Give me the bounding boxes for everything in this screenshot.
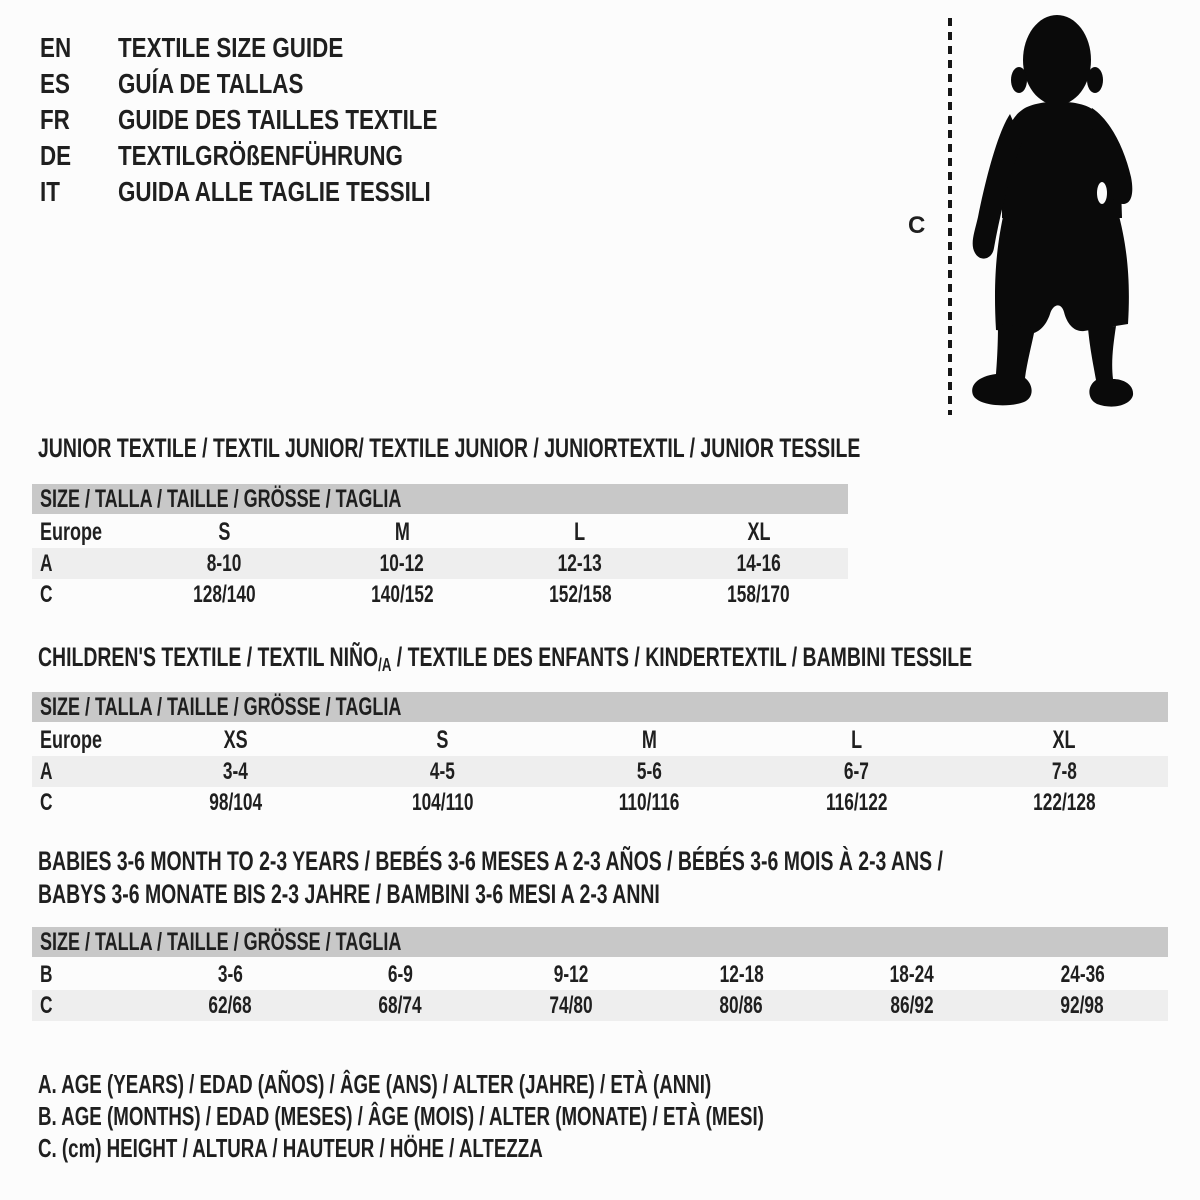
header-row [32, 516, 848, 548]
size-banner: SIZE / TALLA / TAILLE / GRÖSSE / TAGLIA [32, 692, 1168, 722]
value-cell: 122/128 [1032, 788, 1096, 816]
header-row [32, 724, 1168, 756]
value-cell: 6-9 [388, 960, 413, 988]
region-cell: Europe [40, 517, 103, 546]
guide-title: TEXTILE SIZE GUIDE [118, 32, 344, 63]
value-cell: 68/74 [378, 991, 423, 1019]
value-cell: 14-16 [736, 549, 781, 577]
language-row-en [40, 30, 517, 66]
language-code: DE [40, 140, 72, 171]
children-section-title: CHILDREN'S TEXTILE / TEXTIL $NIÑO_{/A}$ / TEXTILE DES ENFANTS / KINDERTEXTIL / BAMBINI TESSILE [38, 642, 973, 675]
size-cell: S [217, 517, 231, 546]
value-cell: 9-12 [553, 960, 589, 988]
height-cm-row [32, 579, 848, 610]
row-label: A [40, 757, 53, 785]
value-cell: 86/92 [890, 991, 934, 1019]
babies-table [32, 927, 1168, 1021]
language-title-block [40, 30, 517, 210]
size-cell: S [436, 725, 449, 754]
height-measure-label: C [908, 212, 926, 239]
size-cell: M [394, 517, 410, 546]
legend-age-years: A. AGE (YEARS) / EDAD (AÑOS) / ÂGE (ANS) / ALTER (JAHRE) / ETÀ (ANNI) [38, 1069, 712, 1099]
row-label: C [40, 991, 53, 1019]
measure-legend [38, 1068, 1046, 1164]
value-cell: 5-6 [637, 757, 662, 785]
value-cell: 12-13 [557, 549, 603, 577]
height-dashed-line [948, 18, 952, 415]
value-cell: 7-8 [1051, 757, 1077, 785]
row-label: C [40, 788, 53, 816]
value-cell: 62/68 [208, 991, 252, 1019]
row-label: A [40, 549, 53, 577]
value-cell: 3-4 [223, 757, 248, 785]
size-banner: SIZE / TALLA / TAILLE / GRÖSSE / TAGLIA [32, 484, 848, 514]
value-cell: 18-24 [889, 960, 935, 988]
value-cell: 158/170 [727, 580, 790, 608]
legend-height-cm: C. (cm) HEIGHT / ALTURA / HAUTEUR / HÖHE / ALTEZZA [38, 1133, 543, 1163]
size-cell: XS [223, 725, 248, 754]
value-cell: 128/140 [192, 580, 256, 608]
value-cell: 152/158 [548, 580, 612, 608]
value-cell: 12-18 [719, 960, 764, 988]
value-cell: 6-7 [844, 757, 869, 785]
value-cell: 10-12 [379, 549, 425, 577]
value-cell: 74/80 [549, 991, 593, 1019]
value-cell: 8-10 [206, 549, 242, 577]
size-cell: XL [1052, 725, 1076, 754]
language-row-fr [40, 102, 517, 138]
value-cell: 140/152 [370, 580, 434, 608]
nino-a-subscript: /A [378, 654, 392, 675]
language-code: IT [40, 176, 60, 207]
size-banner: SIZE / TALLA / TAILLE / GRÖSSE / TAGLIA [32, 927, 1168, 957]
babies-section-title: BABIES 3-6 MONTH TO 2-3 YEARS / BEBÉS 3-6 MESES A 2-3 AÑOS / BÉBÉS 3-6 MOIS À 2-3 ANS / BABYS 3-6 MONATE BIS 2-3 JAHRE / BAMBINI 3-6 MESI A 2-3 ANNI [38, 846, 943, 909]
height-cm-row [32, 787, 1168, 818]
language-row-it [40, 174, 517, 210]
children-table [32, 692, 1168, 818]
row-label: C [40, 580, 53, 608]
value-cell: 92/98 [1060, 991, 1105, 1019]
value-cell: 3-6 [217, 960, 243, 988]
guide-title: TEXTILGRÖßENFÜHRUNG [118, 140, 403, 171]
language-code: ES [40, 68, 70, 99]
size-cell: M [641, 725, 657, 754]
value-cell: 80/86 [719, 991, 764, 1019]
size-cell: L [574, 517, 586, 546]
value-cell: 98/104 [209, 788, 262, 816]
value-cell: 104/110 [411, 788, 474, 816]
value-cell: 110/116 [619, 788, 680, 816]
toddler-silhouette-icon [966, 12, 1138, 416]
age-years-row [32, 548, 848, 579]
age-months-row [32, 959, 1168, 990]
row-label: B [40, 960, 53, 988]
language-row-de [40, 138, 517, 174]
age-years-row [32, 756, 1168, 787]
value-cell: 24-36 [1060, 960, 1105, 988]
size-cell: XL [746, 517, 770, 546]
size-cell: L [850, 725, 863, 754]
junior-section-title: JUNIOR TEXTILE / TEXTIL JUNIOR/ TEXTILE JUNIOR / JUNIORTEXTIL / JUNIOR TESSILE [38, 433, 861, 463]
height-cm-row [32, 990, 1168, 1021]
guide-title: GUIDE DES TAILLES TEXTILE [118, 104, 438, 135]
language-code: EN [40, 32, 72, 63]
legend-age-months: B. AGE (MONTHS) / EDAD (MESES) / ÂGE (MOIS) / ALTER (MONATE) / ETÀ (MESI) [38, 1101, 764, 1131]
region-cell: Europe [40, 725, 103, 754]
value-cell: 116/122 [825, 788, 888, 816]
value-cell: 4-5 [430, 757, 455, 785]
language-code: FR [40, 104, 70, 135]
guide-title: GUÍA DE TALLAS [118, 68, 304, 99]
junior-table [32, 484, 848, 610]
guide-title: GUIDA ALLE TAGLIE TESSILI [118, 176, 431, 207]
language-row-es [40, 66, 517, 102]
